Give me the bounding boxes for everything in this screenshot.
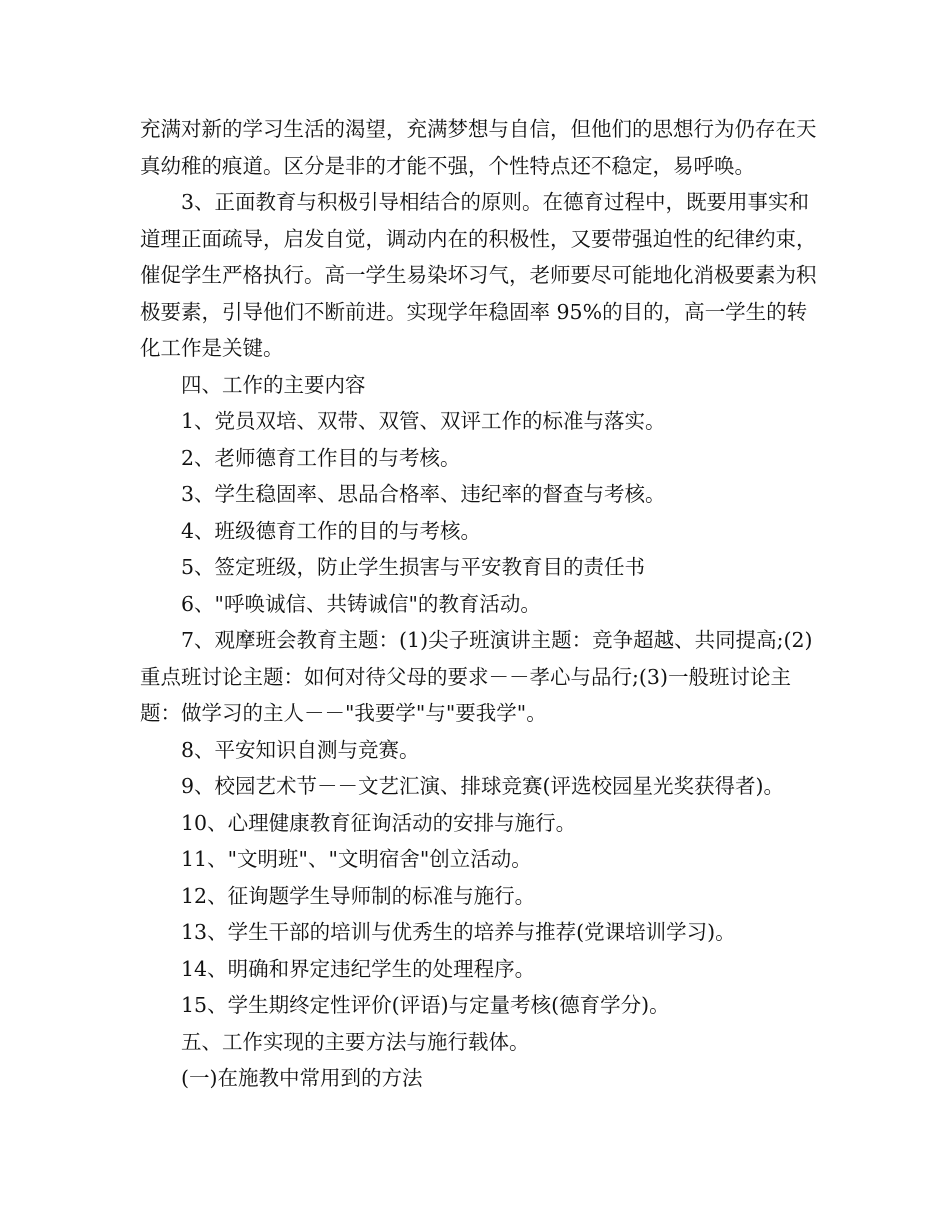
list-item-6: 6、"呼唤诚信、共铸诚信"的教育活动。 <box>181 591 541 616</box>
list-item-1: 1、党员双培、双带、双管、双评工作的标准与落实。 <box>181 409 666 433</box>
list-item-10: 10、心理健康教育征询活动的安排与施行。 <box>181 810 577 835</box>
section-heading-5: 五、工作实现的主要方法与施行载体。 <box>181 1029 530 1054</box>
list-item-11: 11、"文明班"、"文明宿舍"创立活动。 <box>181 847 532 871</box>
list-item-12: 12、征询题学生导师制的标准与施行。 <box>181 883 536 908</box>
list-item-2: 2、老师德育工作目的与考核。 <box>181 445 461 470</box>
subsection-heading-1: (一)在施教中常用到的方法 <box>181 1066 423 1090</box>
document-body <box>140 111 820 1097</box>
list-item-9: 9、校园艺术节－－文艺汇演、排球竞赛(评选校园星光奖获得者)。 <box>181 774 785 798</box>
list-item-8: 8、平安知识自测与竞赛。 <box>181 737 420 762</box>
list-item-14: 14、明确和界定违纪学生的处理程序。 <box>181 956 536 981</box>
paragraph-continuation: 充满对新的学习生活的渴望，充满梦想与自信，但他们的思想行为仍存在天真幼稚的痕道。区分是非的才能不强，个性特点还不稳定，易呼唤。 <box>140 117 817 178</box>
list-item-5: 5、签定班级，防止学生损害与平安教育目的责任书 <box>181 555 646 579</box>
list-item-3: 3、学生稳固率、思品合格率、违纪率的督查与考核。 <box>181 482 666 506</box>
list-item-13: 13、学生干部的培训与优秀生的培养与推荐(党课培训学习)。 <box>181 920 736 944</box>
section-heading-4: 四、工作的主要内容 <box>181 372 366 397</box>
list-item-4: 4、班级德育工作的目的与考核。 <box>181 518 482 543</box>
list-item-7: 7、观摩班会教育主题：(1)尖子班演讲主题：竞争超越、共同提高;(2)重点班讨论主题：如何对待父母的要求－－孝心与品行;(3)一般班讨论主题：做学习的主人－－"我要学"与"要我学"。 <box>140 628 813 725</box>
paragraph-principle-3: 3、正面教育与积极引导相结合的原则。在德育过程中，既要用事实和道理正面疏导，启发自觉，调动内在的积极性，又要带强迫性的纪律约束，催促学生严格执行。高一学生易染坏习气，老师要尽可能地化消极要素为积极要素，引导他们不断前进。实现学年稳固率 95%的目的，高一学生的转化工作是关键。 <box>140 190 817 360</box>
list-item-15: 15、学生期终定性评价(评语)与定量考核(德育学分)。 <box>181 993 670 1017</box>
